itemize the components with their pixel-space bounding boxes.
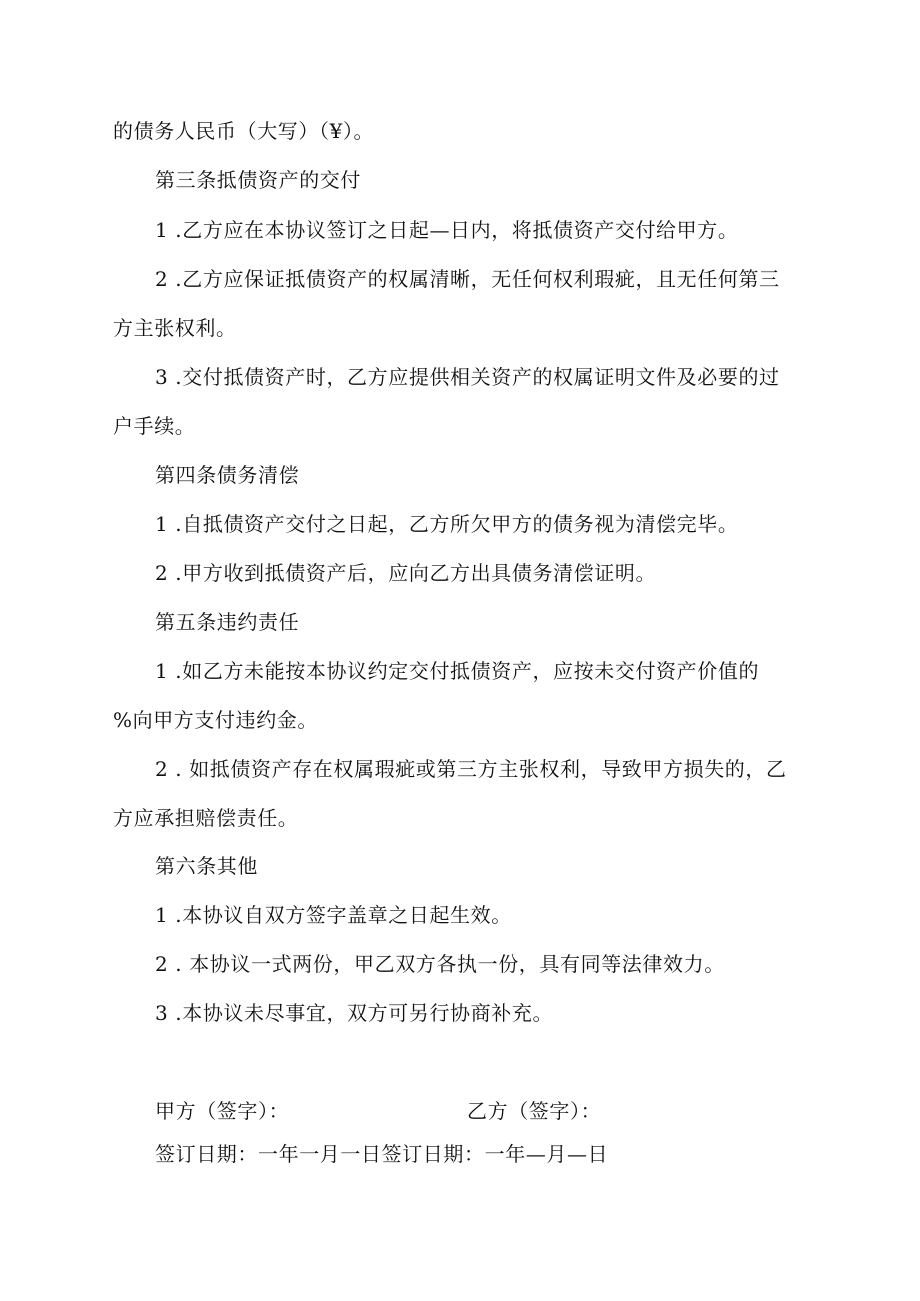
- text-line: 1 .本协议自双方签字盖章之日起生效。: [155, 903, 512, 927]
- text-line: 2 .甲方收到抵债资产后，应向乙方出具债务清偿证明。: [155, 561, 657, 585]
- section-heading: 第五条违约责任: [155, 610, 300, 634]
- section-heading: 第三条抵债资产的交付: [155, 168, 361, 192]
- text-line: 1 .如乙方未能按本协议约定交付抵债资产，应按未交付资产价值的: [155, 659, 760, 683]
- text-line: %向甲方支付违约金。: [113, 708, 319, 732]
- text-line: 1 .乙方应在本协议签订之日起—日内，将抵债资产交付给甲方。: [155, 218, 739, 242]
- text-line: 户手续。: [113, 414, 196, 438]
- text-line: 3 .交付抵债资产时，乙方应提供相关资产的权属证明文件及必要的过: [155, 365, 780, 389]
- text-line: 2 . 本协议一式两份，甲乙双方各执一份，具有同等法律效力。: [155, 952, 725, 976]
- party-b-signature-label: 乙方（签字）：: [467, 1099, 602, 1123]
- text-line: 2 .乙方应保证抵债资产的权属清晰，无任何权利瑕疵，且无任何第三: [155, 267, 780, 291]
- text-line: 方主张权利。: [113, 316, 237, 340]
- text-line: 1 .自抵债资产交付之日起，乙方所欠甲方的债务视为清偿完毕。: [155, 512, 739, 536]
- text-line: 方应承担赔偿责任。: [113, 806, 299, 830]
- signing-date-line: 签订日期：一年一月一日签订日期：一年—月—日: [155, 1142, 609, 1166]
- section-heading: 第四条债务清偿: [155, 463, 300, 487]
- text-line: 2 . 如抵债资产存在权属瑕疵或第三方主张权利，导致甲方损失的，乙: [155, 757, 787, 781]
- text-line: 的债务人民币（大写）（¥）。: [113, 119, 375, 143]
- text-line: 3 .本协议未尽事宜，双方可另行协商补充。: [155, 1001, 554, 1025]
- party-a-signature-label: 甲方（签字）：: [155, 1099, 290, 1123]
- section-heading: 第六条其他: [155, 854, 258, 878]
